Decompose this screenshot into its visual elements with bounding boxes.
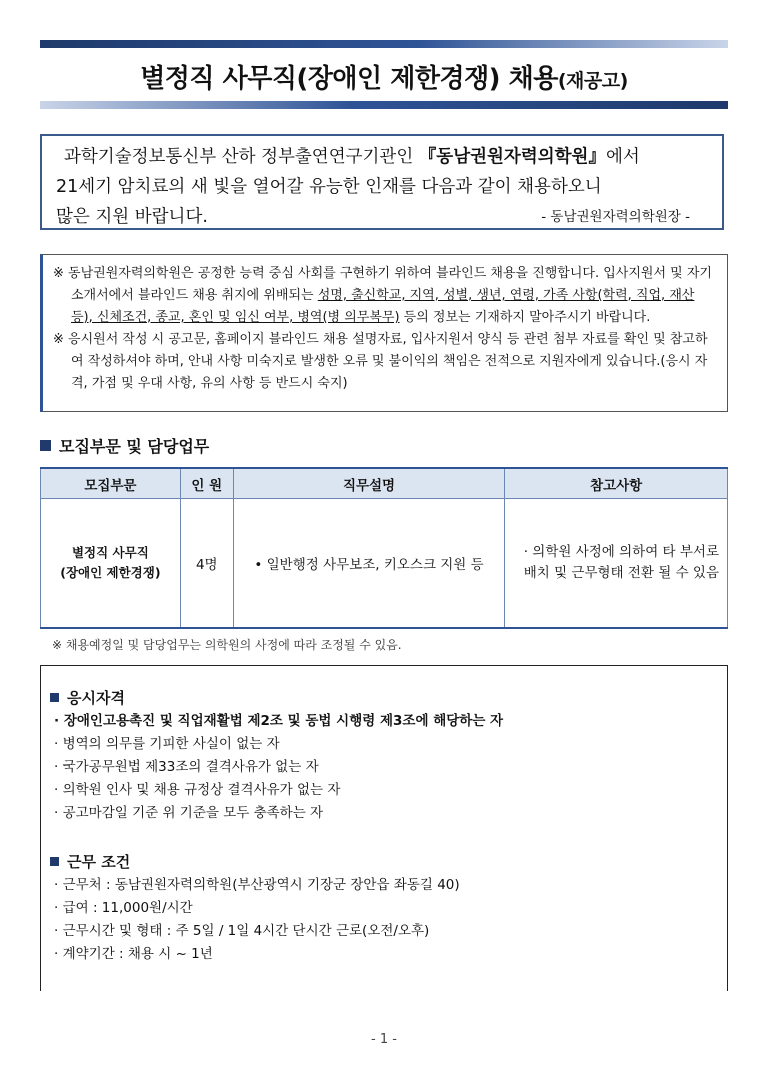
notice-paragraph-1: ※ 동남권원자력의학원은 공정한 능력 중심 사회를 구현하기 위하여 블라인드 채용을 진행합니다. 입사지원서 및 자기소개서에서 블라인드 채용 취지에 위배되는 성명, 출신학교, 지역, 성별, 생년, 연령, 가족 사항(학력, 직업, 재산 등), 신체조건, 종교, 혼인 및 임신 여부, 병역(병 의무복무) 등의 정보는 기재하지 말아주시기 바랍니다.: [53, 266, 712, 325]
section-qualification-heading: 응시자격: [50, 687, 125, 708]
square-bullet-icon: [50, 857, 59, 866]
section-recruitment-heading: 모집부문 및 담당업무: [40, 434, 209, 457]
list-item: · 근무시간 및 형태 : 주 5일 / 1일 4시간 단시간 근로(오전/오후): [54, 923, 430, 939]
blind-recruitment-notice: [40, 254, 728, 412]
cell-count: 4명: [180, 499, 233, 629]
title-bottom-bar: [40, 101, 728, 109]
header-dept: 모집부문: [41, 468, 181, 499]
section-conditions-heading: 근무 조건: [50, 851, 130, 872]
header-note: 참고사항: [505, 468, 728, 499]
page-number: - 1 -: [371, 1032, 397, 1047]
cell-duty: • 일반행정 사무보조, 키오스크 지원 등: [233, 499, 505, 629]
page-title: 별정직 사무직(장애인 제한경쟁) 채용(재공고): [140, 64, 628, 94]
list-item: · 국가공무원법 제33조의 결격사유가 없는 자: [54, 759, 319, 775]
conditions-list: [54, 874, 460, 966]
list-item: · 장애인고용촉진 및 직업재활법 제2조 및 동법 시행령 제3조에 해당하는 자: [54, 713, 504, 729]
signature: - 동남권원자력의학원장 -: [541, 209, 690, 225]
table-header-row: [41, 468, 728, 499]
qualification-list: [54, 710, 503, 825]
table-row: [41, 499, 728, 629]
square-bullet-icon: [40, 440, 51, 451]
list-item: · 병역의 의무를 기피한 사실이 없는 자: [54, 736, 280, 752]
cell-note: · 의학원 사정에 의하여 타 부서로 배치 및 근무형태 전환 될 수 있음: [505, 499, 728, 629]
list-item: · 근무처 : 동남권원자력의학원(부산광역시 기장군 장안읍 좌동길 40): [54, 877, 460, 893]
list-item: · 계약기간 : 채용 시 ~ 1년: [54, 946, 213, 962]
list-item: · 급여 : 11,000원/시간: [54, 900, 193, 916]
list-item: · 공고마감일 기준 위 기준을 모두 충족하는 자: [54, 805, 324, 821]
recruitment-table: [40, 467, 728, 629]
header-count: 인 원: [180, 468, 233, 499]
square-bullet-icon: [50, 693, 59, 702]
cell-dept: 별정직 사무직 (장애인 제한경쟁): [41, 499, 181, 629]
table-footnote: ※ 채용예정일 및 담당업무는 의학원의 사정에 따라 조정될 수 있음.: [52, 638, 402, 652]
list-item: · 의학원 인사 및 채용 규정상 결격사유가 없는 자: [54, 782, 341, 798]
title-top-bar: [40, 40, 728, 48]
notice-paragraph-2: ※ 응시원서 작성 시 공고문, 홈페이지 블라인드 채용 설명자료, 입사지원서 양식 등 관련 첨부 자료를 확인 및 참고하여 작성하셔야 하며, 안내 사항 미숙지로 발생한 오류 및 불이익의 책임은 전적으로 지원자에게 있습니다.(응시 자격, 가점 및 우대 사항, 유의 사항 등 반드시 숙지): [53, 332, 708, 391]
header-duty: 직무설명: [233, 468, 505, 499]
org-name: 『동남권원자력의학원』: [418, 147, 606, 167]
intro-box: 과학기술정보통신부 산하 정부출연연구기관인 『동남권원자력의학원』에서 21세기 암치료의 새 빛을 열어갈 유능한 인재를 다음과 같이 채용하오니 많은 지원 바랍니다. - 동남권원자력의학원장 -: [40, 134, 724, 230]
